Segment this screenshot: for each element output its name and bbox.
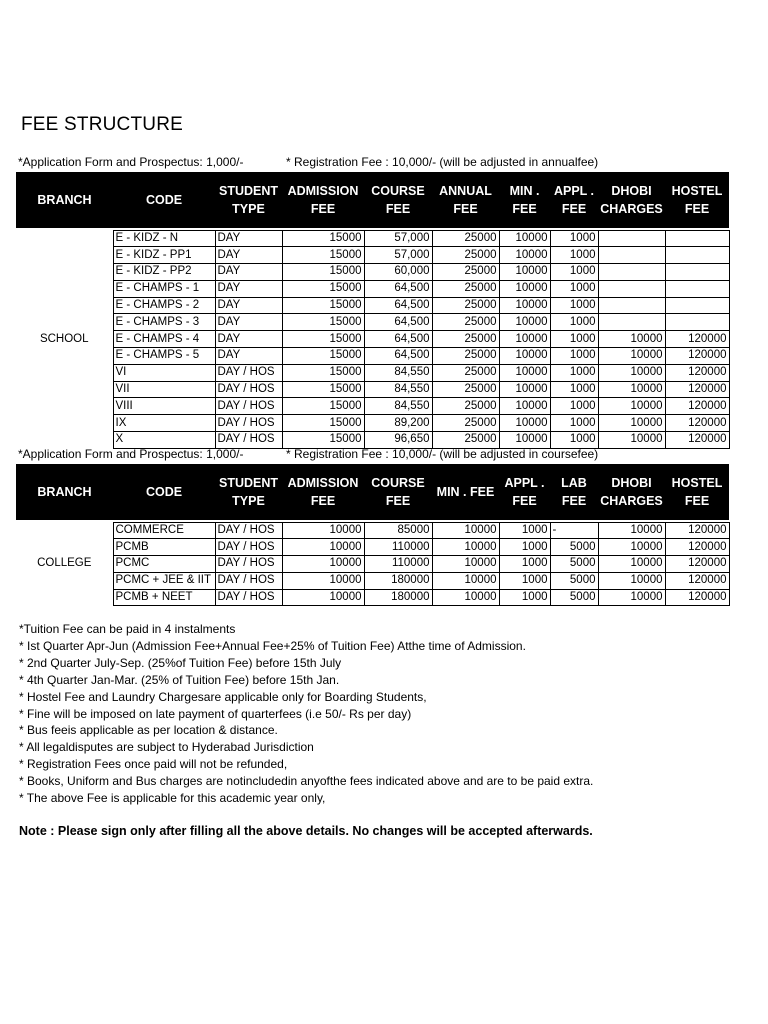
table-cell: DAY / HOS — [215, 572, 282, 589]
table-cell: 10000 — [499, 297, 550, 314]
table-cell: 10000 — [499, 314, 550, 331]
table-cell: PCMC + JEE & IIT — [113, 572, 215, 589]
table-cell: E - CHAMPS - 1 — [113, 280, 215, 297]
table-row — [16, 264, 729, 281]
table-cell: 5000 — [550, 556, 598, 573]
table-cell — [665, 264, 729, 281]
header-cell: ADMISSION FEE — [282, 172, 364, 228]
table-cell: 10000 — [499, 264, 550, 281]
table-cell: 15000 — [282, 314, 364, 331]
table-cell: DAY — [215, 247, 282, 264]
table-cell: DAY / HOS — [215, 589, 282, 606]
table-cell: 1000 — [499, 556, 550, 573]
table-cell: 1000 — [550, 432, 598, 449]
table-cell: X — [113, 432, 215, 449]
table-cell: PCMB + NEET — [113, 589, 215, 606]
table-cell: 10000 — [282, 522, 364, 539]
note-item: * Books, Uniform and Bus charges are notincludedin anyofthe fees indicated above and are to be paid extra. — [19, 774, 594, 789]
table-row — [16, 280, 729, 297]
header-cell: COURSE FEE — [364, 464, 432, 520]
table-cell: 1000 — [550, 348, 598, 365]
table-row — [16, 415, 729, 432]
table-cell: 15000 — [282, 398, 364, 415]
table-cell: 10000 — [432, 556, 499, 573]
note-item: * All legaldisputes are subject to Hyderabad Jurisdiction — [19, 740, 314, 755]
table-row — [16, 297, 729, 314]
header-cell: COURSE FEE — [364, 172, 432, 228]
table-cell: DAY / HOS — [215, 556, 282, 573]
note-item: *Tuition Fee can be paid in 4 instalments — [19, 622, 236, 636]
table-cell: 15000 — [282, 381, 364, 398]
table-cell: 1000 — [550, 398, 598, 415]
table-cell: 120000 — [665, 432, 729, 449]
table-cell: 120000 — [665, 589, 729, 606]
table-cell: DAY — [215, 230, 282, 247]
table-cell — [598, 280, 665, 297]
table-row — [16, 572, 729, 589]
note-item: * 4th Quarter Jan-Mar. (25% of Tuition Fee) before 15th Jan. — [19, 672, 340, 687]
table-cell: DAY / HOS — [215, 398, 282, 415]
table-cell: 10000 — [499, 280, 550, 297]
table-cell: 25000 — [432, 381, 499, 398]
table-cell: 25000 — [432, 348, 499, 365]
table-cell: 10000 — [598, 556, 665, 573]
table-cell: 120000 — [665, 415, 729, 432]
table-cell: 10000 — [598, 348, 665, 365]
registration-fee-note: * Registration Fee : 10,000/- (will be adjusted in annualfee) — [286, 155, 599, 169]
table-cell: DAY — [215, 331, 282, 348]
table-cell: DAY / HOS — [215, 539, 282, 556]
table-cell: 85000 — [364, 522, 432, 539]
table-row — [16, 556, 729, 573]
application-fee-note: *Application Form and Prospectus: 1,000/- — [18, 447, 244, 461]
table-cell: E - CHAMPS - 3 — [113, 314, 215, 331]
table-cell: 1000 — [550, 331, 598, 348]
table-row — [16, 522, 729, 539]
table-cell: 10000 — [282, 589, 364, 606]
table-cell — [598, 230, 665, 247]
table-cell: 1000 — [499, 572, 550, 589]
table-cell: DAY / HOS — [215, 522, 282, 539]
table-cell: 15000 — [282, 280, 364, 297]
table-cell: 120000 — [665, 539, 729, 556]
table-cell: 1000 — [550, 314, 598, 331]
header-cell: MIN . FEE — [499, 172, 550, 228]
table-cell: 10000 — [598, 589, 665, 606]
header-cell: HOSTEL FEE — [665, 172, 729, 228]
table-cell: 84,550 — [364, 381, 432, 398]
header-cell: DHOBI CHARGES — [598, 464, 665, 520]
table-cell: E - KIDZ - PP1 — [113, 247, 215, 264]
table-cell: 5000 — [550, 589, 598, 606]
table-cell: 10000 — [598, 432, 665, 449]
header-cell: HOSTEL FEE — [665, 464, 729, 520]
table-cell: 64,500 — [364, 314, 432, 331]
header-cell: LAB FEE — [550, 464, 598, 520]
header-cell: APPL . FEE — [499, 464, 550, 520]
table-cell: 120000 — [665, 348, 729, 365]
table-cell: 84,550 — [364, 398, 432, 415]
table-cell — [665, 247, 729, 264]
table-cell: 120000 — [665, 522, 729, 539]
table-cell: DAY — [215, 264, 282, 281]
table-cell: 120000 — [665, 381, 729, 398]
table-cell: 10000 — [598, 398, 665, 415]
table-cell: COMMERCE — [113, 522, 215, 539]
header-cell: STUDENT TYPE — [215, 464, 282, 520]
table-cell: 25000 — [432, 331, 499, 348]
table-cell: 57,000 — [364, 230, 432, 247]
school-fee-table — [16, 172, 730, 449]
registration-fee-note: * Registration Fee : 10,000/- (will be adjusted in coursefee) — [286, 447, 599, 461]
branch-cell: COLLEGE — [16, 522, 113, 606]
table-cell: 10000 — [598, 572, 665, 589]
table-cell: 1000 — [550, 280, 598, 297]
table-cell: 10000 — [598, 331, 665, 348]
table-cell: VIII — [113, 398, 215, 415]
table-row — [16, 230, 729, 247]
table-row — [16, 589, 729, 606]
table-cell: 5000 — [550, 572, 598, 589]
table-cell: 25000 — [432, 230, 499, 247]
note-item: * 2nd Quarter July-Sep. (25%of Tuition Fee) before 15th July — [19, 655, 342, 670]
table-cell: 10000 — [598, 415, 665, 432]
table-cell — [598, 247, 665, 264]
table-cell: 64,500 — [364, 297, 432, 314]
header-cell: MIN . FEE — [432, 464, 499, 520]
table-cell: - — [550, 522, 598, 539]
note-item: * Registration Fees once paid will not be refunded, — [19, 757, 288, 772]
header-cell: BRANCH — [16, 172, 113, 228]
table-cell: 120000 — [665, 398, 729, 415]
table-row — [16, 247, 729, 264]
table-row — [16, 348, 729, 365]
table-cell: 64,500 — [364, 348, 432, 365]
table-cell: 64,500 — [364, 280, 432, 297]
note-item: * The above Fee is applicable for this academic year only, — [19, 791, 326, 806]
table-cell: DAY / HOS — [215, 364, 282, 381]
table-cell: 10000 — [499, 364, 550, 381]
table-cell: DAY — [215, 314, 282, 331]
table-row — [16, 432, 729, 449]
table-cell: E - CHAMPS - 5 — [113, 348, 215, 365]
table-cell: 10000 — [499, 381, 550, 398]
table-cell: 15000 — [282, 264, 364, 281]
table-cell: 15000 — [282, 415, 364, 432]
table-cell: 57,000 — [364, 247, 432, 264]
table-cell: 180000 — [364, 589, 432, 606]
table-cell: 25000 — [432, 280, 499, 297]
table-cell: DAY — [215, 280, 282, 297]
table-cell: 25000 — [432, 297, 499, 314]
table-cell: 10000 — [432, 522, 499, 539]
table-cell: 120000 — [665, 331, 729, 348]
table-cell: 110000 — [364, 556, 432, 573]
header-cell: APPL . FEE — [550, 172, 598, 228]
header-cell: BRANCH — [16, 464, 113, 520]
table-cell — [598, 314, 665, 331]
table-cell: DAY / HOS — [215, 381, 282, 398]
header-cell: ADMISSION FEE — [282, 464, 364, 520]
college-fee-table — [16, 464, 730, 606]
table-cell: 15000 — [282, 364, 364, 381]
table-cell — [598, 297, 665, 314]
note-item: * Bus feeis applicable as per location & distance. — [19, 723, 278, 738]
table-cell: 96,650 — [364, 432, 432, 449]
table-row — [16, 539, 729, 556]
table-cell: 10000 — [499, 398, 550, 415]
table-row — [16, 398, 729, 415]
table-cell: 84,550 — [364, 364, 432, 381]
header-cell: ANNUAL FEE — [432, 172, 499, 228]
table-cell: 10000 — [598, 539, 665, 556]
table-cell: 10000 — [499, 415, 550, 432]
table-cell: 15000 — [282, 230, 364, 247]
note-item: * Fine will be imposed on late payment of quarterfees (i.e 50/- Rs per day) — [19, 706, 412, 721]
table-cell: 10000 — [598, 522, 665, 539]
table-cell: 10000 — [499, 331, 550, 348]
table-cell: 1000 — [550, 247, 598, 264]
table-cell: 1000 — [550, 364, 598, 381]
table-cell: 180000 — [364, 572, 432, 589]
table-cell — [665, 314, 729, 331]
table-cell: 10000 — [499, 230, 550, 247]
table-cell: 10000 — [598, 381, 665, 398]
table-cell: 10000 — [499, 348, 550, 365]
table-cell: 10000 — [282, 556, 364, 573]
table-cell: 10000 — [499, 247, 550, 264]
header-cell: CODE — [113, 464, 215, 520]
table-cell: 25000 — [432, 264, 499, 281]
table-cell — [665, 280, 729, 297]
table-cell: 120000 — [665, 556, 729, 573]
branch-cell: SCHOOL — [16, 230, 113, 448]
table-cell: E - KIDZ - N — [113, 230, 215, 247]
table-cell: 1000 — [499, 539, 550, 556]
application-fee-note: *Application Form and Prospectus: 1,000/- — [18, 155, 244, 169]
table-cell: 120000 — [665, 572, 729, 589]
table-cell: 89,200 — [364, 415, 432, 432]
table-cell — [665, 297, 729, 314]
table-cell: 1000 — [550, 381, 598, 398]
table-cell: 10000 — [282, 572, 364, 589]
table-cell: 25000 — [432, 398, 499, 415]
table-cell: 64,500 — [364, 331, 432, 348]
table-cell: E - KIDZ - PP2 — [113, 264, 215, 281]
page-title: FEE STRUCTURE — [21, 114, 183, 135]
table-cell: 1000 — [550, 297, 598, 314]
table-cell: 10000 — [432, 539, 499, 556]
note-item: * Hostel Fee and Laundry Chargesare applicable only for Boarding Students, — [19, 689, 427, 704]
table-cell: 15000 — [282, 297, 364, 314]
table-cell: 10000 — [499, 432, 550, 449]
table-cell: DAY / HOS — [215, 415, 282, 432]
school-info-line — [18, 155, 599, 169]
table-cell: 10000 — [432, 572, 499, 589]
table-cell — [598, 264, 665, 281]
table-cell: DAY / HOS — [215, 432, 282, 449]
table-cell: 15000 — [282, 348, 364, 365]
table-cell: E - CHAMPS - 4 — [113, 331, 215, 348]
header-cell: CODE — [113, 172, 215, 228]
table-cell: 10000 — [282, 539, 364, 556]
table-cell: 5000 — [550, 539, 598, 556]
table-cell: 120000 — [665, 364, 729, 381]
table-cell: IX — [113, 415, 215, 432]
table-row — [16, 381, 729, 398]
table-cell: VI — [113, 364, 215, 381]
table-cell: 110000 — [364, 539, 432, 556]
table-cell: 25000 — [432, 247, 499, 264]
table-cell: 1000 — [499, 589, 550, 606]
header-cell: STUDENT TYPE — [215, 172, 282, 228]
table-cell: 1000 — [550, 415, 598, 432]
table-row — [16, 364, 729, 381]
header-cell: DHOBI CHARGES — [598, 172, 665, 228]
table-cell: 10000 — [432, 589, 499, 606]
table-row — [16, 331, 729, 348]
table-cell: DAY — [215, 297, 282, 314]
table-row — [16, 314, 729, 331]
table-cell: 25000 — [432, 432, 499, 449]
table-cell: 1000 — [550, 230, 598, 247]
table-cell: 60,000 — [364, 264, 432, 281]
table-cell: 10000 — [598, 364, 665, 381]
table-cell: 1000 — [550, 264, 598, 281]
table-cell: 25000 — [432, 364, 499, 381]
table-cell: 15000 — [282, 331, 364, 348]
college-info-line — [18, 447, 599, 461]
table-cell: 25000 — [432, 415, 499, 432]
signature-note: Note : Please sign only after filling all the above details. No changes will be accepted afterwards. — [19, 824, 593, 838]
table-cell: 15000 — [282, 247, 364, 264]
table-cell: E - CHAMPS - 2 — [113, 297, 215, 314]
table-cell: 15000 — [282, 432, 364, 449]
table-cell: DAY — [215, 348, 282, 365]
notes-list — [19, 621, 593, 807]
table-cell: PCMC — [113, 556, 215, 573]
table-cell: PCMB — [113, 539, 215, 556]
table-cell: 1000 — [499, 522, 550, 539]
table-cell — [665, 230, 729, 247]
table-cell: VII — [113, 381, 215, 398]
note-item: * Ist Quarter Apr-Jun (Admission Fee+Annual Fee+25% of Tuition Fee) Atthe time of Admission. — [19, 638, 526, 653]
table-cell: 25000 — [432, 314, 499, 331]
